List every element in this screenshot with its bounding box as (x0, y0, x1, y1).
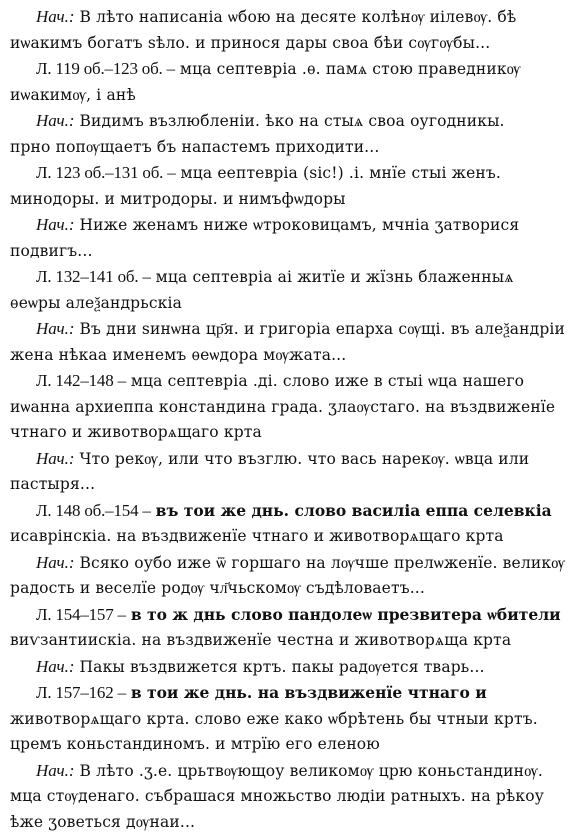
text-line (10, 343, 568, 369)
manuscript-entry (10, 56, 568, 108)
slavonic-text: Что рекѹ, или что възглю. что вась нарекѹ. ѡвца или (80, 450, 530, 468)
incipit-label: Нач.: (36, 215, 75, 234)
text-line (10, 135, 568, 161)
slavonic-text: Видимъ възлюбленіи. ѣко на стыѧ своа оугодникы. (80, 112, 505, 130)
text-line (10, 239, 568, 265)
text-line (10, 628, 568, 654)
folio-reference: Л. 157–162 – (36, 683, 126, 702)
text-line (10, 732, 568, 758)
text-line (10, 784, 568, 810)
slavonic-text: мца еептеврiа (sic!) .і. мнїе стыі женъ. (181, 164, 501, 182)
folio-reference: Л. 154–157 – (36, 605, 126, 624)
incipit-entry (10, 446, 568, 498)
incipit-label: Нач.: (36, 553, 75, 572)
text-line (10, 4, 568, 31)
slavonic-text: В лѣто .ӡ.е. црьтвѹющоу великомѹ црю коньстандинѹ. (80, 762, 543, 780)
slavonic-text: Всяко оубо иже ѿ горшаго на лѹчше прелѡженїе. великѹ (80, 554, 565, 572)
text-line (10, 291, 568, 317)
slavonic-text: жена нѣкаа именемъ ѳеѡдора мѹжата... (10, 346, 346, 364)
incipit-label: Нач.: (36, 319, 75, 338)
text-line (10, 108, 568, 135)
text-line (10, 187, 568, 213)
folio-reference: Л. 148 об.–154 – (36, 501, 151, 520)
incipit-label: Нач.: (36, 7, 75, 26)
incipit-entry (10, 108, 568, 160)
incipit-label: Нач.: (36, 111, 75, 130)
slavonic-text: Ниже женамъ ниже ѡтроковицамъ, мчніа ӡатворися (80, 216, 520, 234)
slavonic-text: ѣже ӡоветься дѹнаи... (10, 813, 195, 831)
text-line (10, 758, 568, 785)
text-line (10, 31, 568, 57)
incipit-entry (10, 550, 568, 602)
manuscript-entry (10, 160, 568, 212)
slavonic-text: Въ дни ѕинѡна цр҃я. и григоріа епарха сѹщі. въ алеѯандріи (80, 320, 565, 338)
manuscript-entry (10, 602, 568, 654)
text-line (10, 368, 568, 395)
text-line (10, 395, 568, 421)
slavonic-text: иѡакимъ богатъ ѕѣло. и принося дары своа бѣи сѹгѹбы... (10, 34, 490, 52)
folio-reference: Л. 119 об.–123 об. – (36, 59, 175, 78)
slavonic-text: иѡанна архиеппа констандина града. ӡлаѹстаго. на въздвиженїе (10, 398, 555, 416)
slavonic-text: мца септеврiа .ѳ. памѧ стою праведникѹ (180, 60, 521, 78)
folio-reference: Л. 142–148 – (36, 371, 126, 390)
folio-reference: Л. 132–141 об. – (36, 267, 151, 286)
slavonic-text: ѳеѡры алеѯандрьскiа (10, 294, 182, 312)
incipit-label: Нач.: (36, 657, 75, 676)
slavonic-text: въ тои же днь. слово василiа еппа селевкiа (156, 501, 552, 520)
slavonic-text: подвигъ... (10, 242, 93, 260)
text-line (10, 83, 568, 109)
text-line (10, 550, 568, 577)
slavonic-text: цремъ коньстандиномъ. и мтрїю его еленою (10, 735, 380, 753)
manuscript-entry (10, 264, 568, 316)
text-line (10, 472, 568, 498)
manuscript-entry (10, 498, 568, 550)
manuscript-entry (10, 680, 568, 758)
text-line (10, 810, 568, 835)
incipit-entry (10, 316, 568, 368)
slavonic-text: мца септеврiа .ді. слово иже в стыі ѡца нашего (131, 372, 524, 390)
manuscript-entry (10, 368, 568, 446)
text-line (10, 420, 568, 446)
incipit-entry (10, 4, 568, 56)
folio-reference: Л. 123 об.–131 об. – (36, 163, 176, 182)
text-line (10, 707, 568, 733)
incipit-label: Нач.: (36, 761, 75, 780)
slavonic-text: мца септеврiа аі житїе и жїзнь блаженныѧ (156, 268, 514, 286)
slavonic-text: Пакы въздвижется кртъ. пакы радѹется тварь... (80, 658, 485, 676)
incipit-entry (10, 654, 568, 681)
slavonic-text: мца стѹденаго. събрашася множьство людіи ратныхъ. на рѣкоу (10, 787, 544, 805)
slavonic-text: виѵзантиискiа. на въздвиженїе честна и животворѧща крта (10, 631, 511, 649)
text-line (10, 56, 568, 83)
incipit-label: Нач.: (36, 449, 75, 468)
incipit-entry (10, 758, 568, 835)
text-line (10, 446, 568, 473)
slavonic-text: радость и веселїе родѹ чл҃чьскомѹ съдѣловаетъ... (10, 579, 425, 597)
text-line (10, 680, 568, 707)
text-line (10, 316, 568, 343)
text-line (10, 576, 568, 602)
slavonic-text: В лѣто написаніа ѡбою на десяте колѣнѹ иілевѹ. бѣ (80, 8, 517, 26)
slavonic-text: чтнаго и животворѧщаго крта (10, 423, 262, 441)
text-line (10, 212, 568, 239)
slavonic-text: прно попѹщаетъ бъ напастемъ приходити... (10, 138, 379, 156)
slavonic-text: пастыря... (10, 475, 95, 493)
text-line (10, 498, 568, 525)
text-line (10, 160, 568, 187)
slavonic-text: минодоры. и митродоры. и нимъфѡдоры (10, 190, 346, 208)
slavonic-text: исаврiнскiа. на въздвиженїе чтнаго и животворѧщаго крта (10, 527, 504, 545)
text-line (10, 264, 568, 291)
slavonic-text: животворѧщаго крта. слово еже како ѡбрѣтень бы чтныи кртъ. (10, 710, 538, 728)
text-line (10, 654, 568, 681)
incipit-entry (10, 212, 568, 264)
slavonic-text: в тои же днь. на въздвиженїе чтнаго и (131, 683, 487, 702)
slavonic-text: в то ж днь слово пандолеѡ презвитера ѡбители (131, 605, 561, 624)
text-line (10, 524, 568, 550)
slavonic-text: иѡакимѹ, і анѣ (10, 86, 136, 104)
text-line (10, 602, 568, 629)
